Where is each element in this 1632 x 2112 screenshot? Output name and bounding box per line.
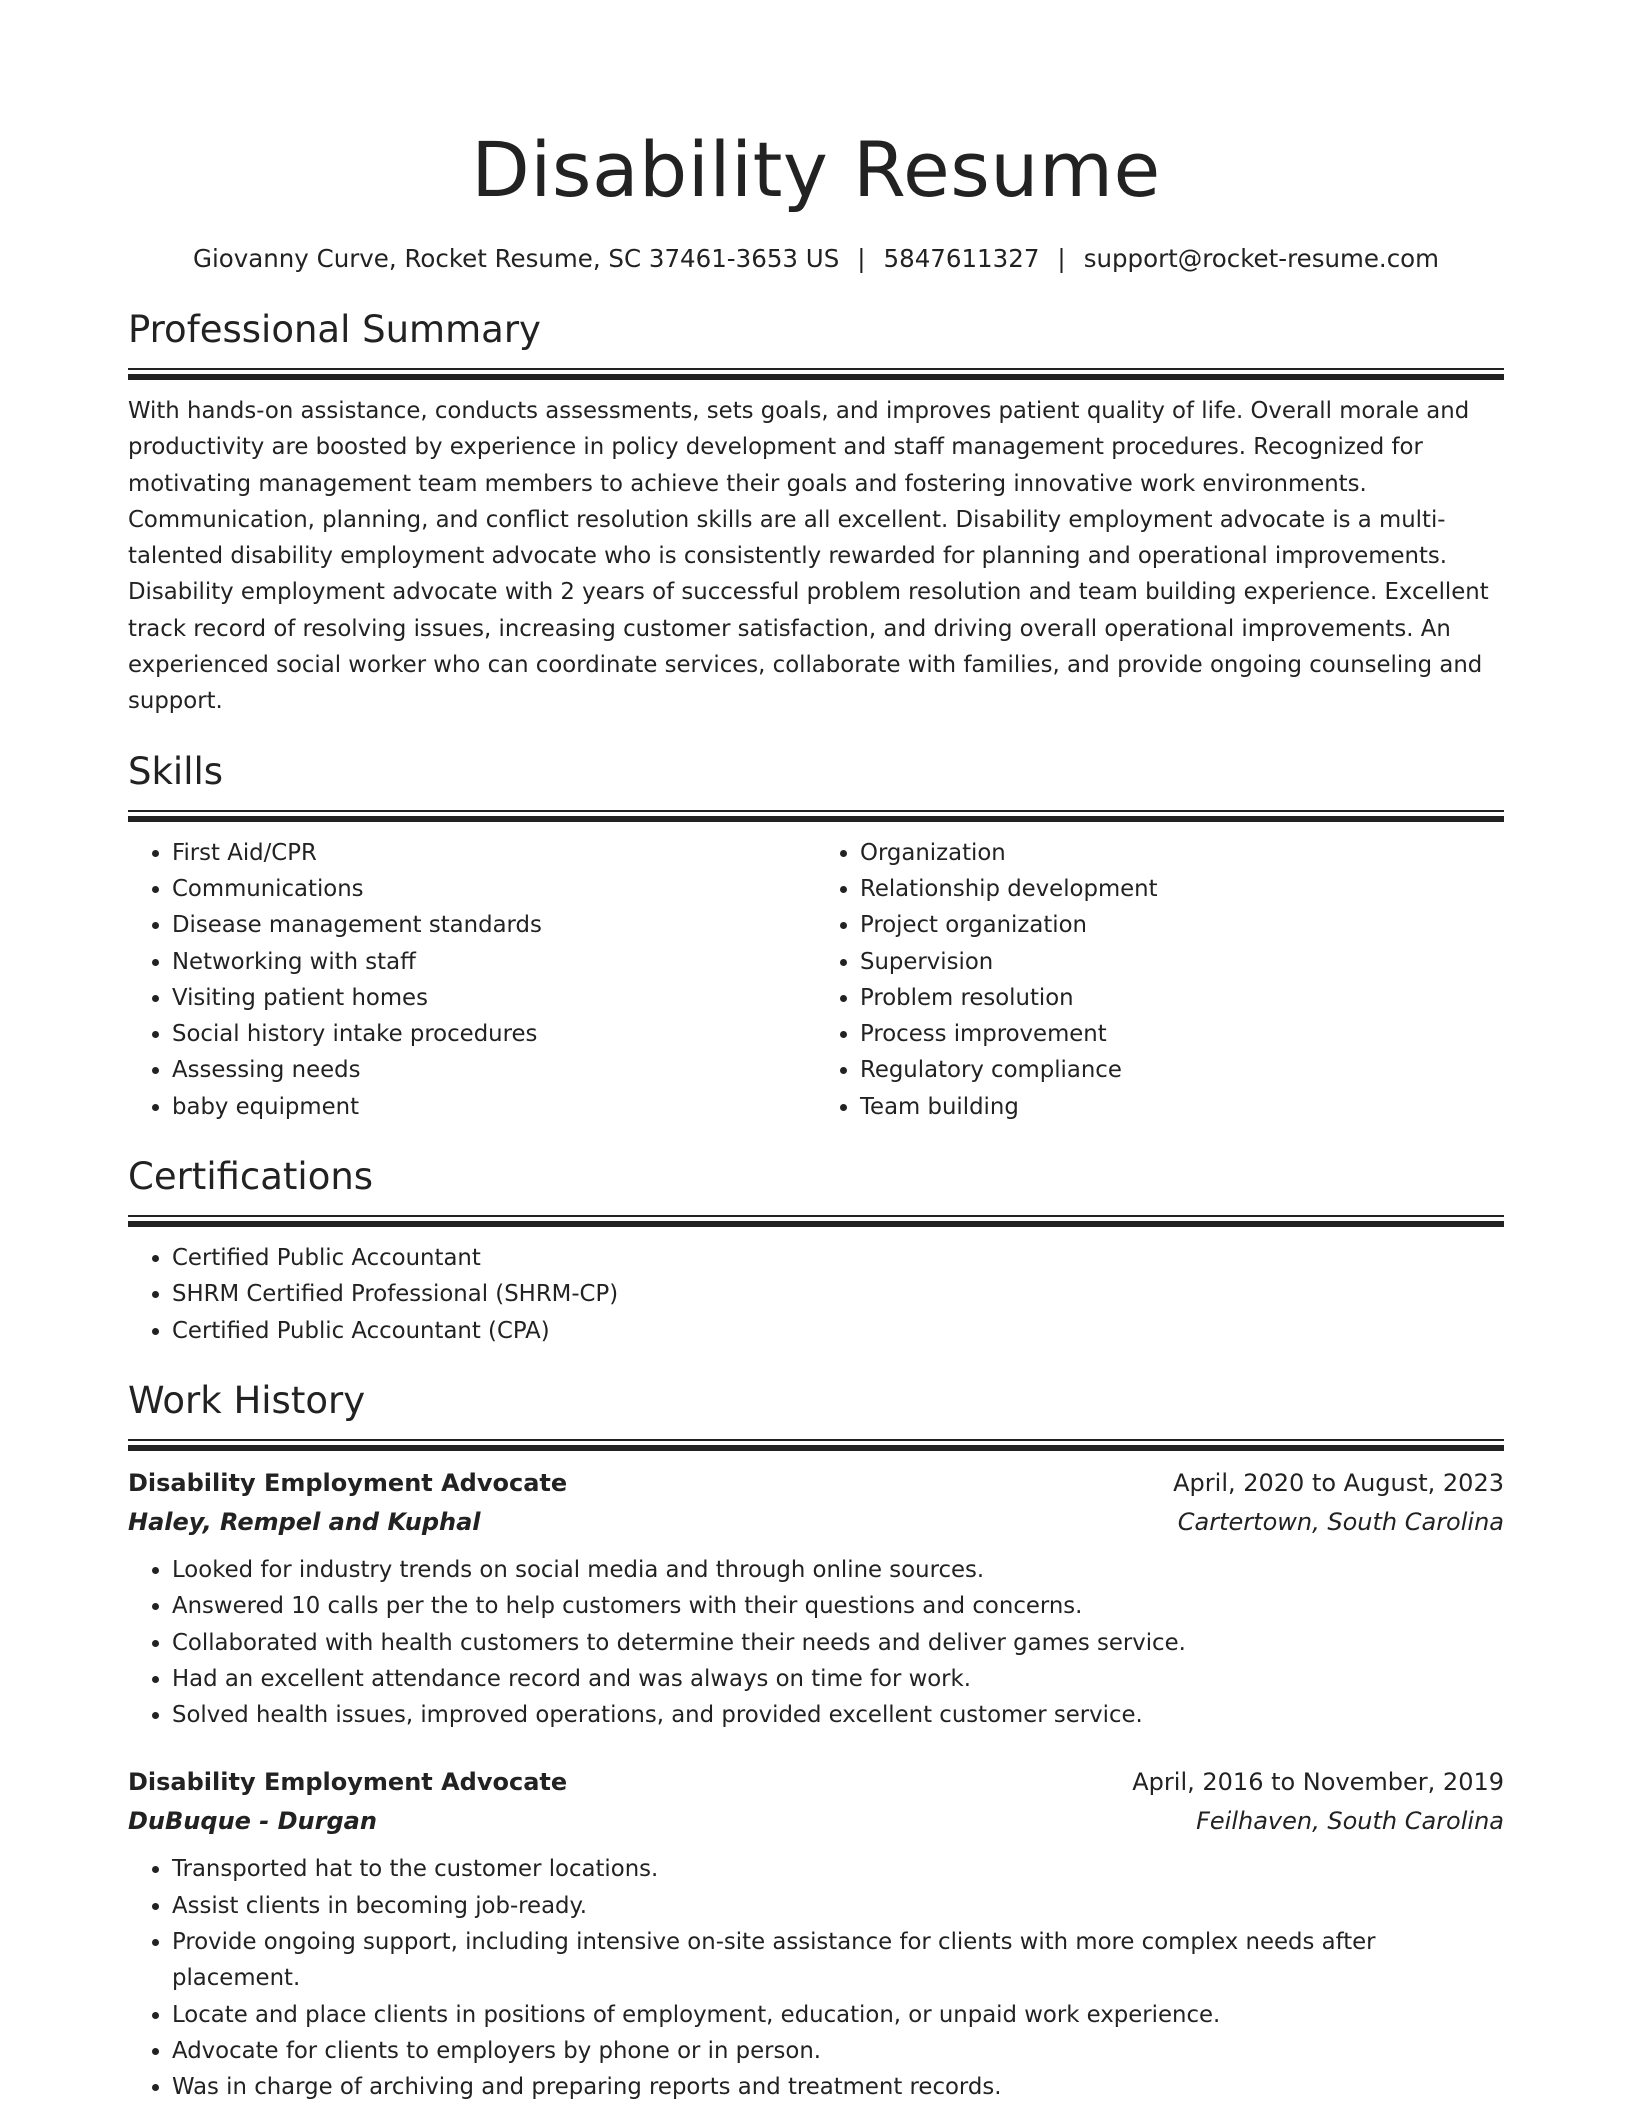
job-bullets [128,1552,1504,1733]
work-history-heading: Work History [128,1378,366,1422]
skills-column-right [816,835,1504,1125]
skill-item: • Project organization [860,907,1504,943]
skill-item: • Process improvement [860,1016,1504,1052]
job-dates: April, 2020 to August, 2023 [1173,1468,1504,1497]
job-company-row [128,1802,1504,1841]
job-bullet: • Collaborated with health customers to determine their needs and deliver games service. [172,1625,1504,1661]
job-bullet: • Advocate for clients to employers by phone or in person. [172,2033,1504,2069]
job-entry [128,1763,1504,2105]
skill-item: • Visiting patient homes [172,980,816,1016]
work-history-section [128,1375,1504,2106]
skill-item: • Networking with staff [172,944,816,980]
skill-item: • Team building [860,1089,1504,1125]
skill-item: • Assessing needs [172,1052,816,1088]
certifications-list [128,1240,1504,1349]
contact-separator: | [1057,244,1066,273]
contact-phone: 5847611327 [883,244,1040,273]
summary-section [128,304,1504,720]
skills-column-left [128,835,816,1125]
skill-item: • Organization [860,835,1504,871]
section-divider [128,368,1504,380]
skill-item: • Supervision [860,944,1504,980]
certification-item: • Certified Public Accountant [172,1240,1504,1276]
skill-item: • Communications [172,871,816,907]
job-location: Cartertown, South Carolina [1177,1507,1504,1536]
skill-item: • Problem resolution [860,980,1504,1016]
job-bullet: • Transported hat to the customer locations. [172,1851,1504,1887]
job-title: Disability Employment Advocate [128,1768,568,1797]
summary-text: With hands-on assistance, conducts assessments, sets goals, and improves patient quality of life. Overall morale and productivity are boosted by experience in policy development and staff management procedures. Recognized for motivating management team members to achieve their goals and fostering innovative work environments. Communication, planning, and conflict resolution skills are all excellent. Disability employment advocate is a multi-talented disability employment advocate who is consistently rewarded for planning and operational improvements. Disability employment advocate with 2 years of successful problem resolution and team building experience. Excellent track record of resolving issues, increasing customer satisfaction, and driving overall operational improvements. An experienced social worker who can coordinate services, collaborate with families, and provide ongoing counseling and support. [128,398,1489,715]
job-bullet: • Was in charge of archiving and preparing reports and treatment records. [172,2069,1504,2105]
certifications-heading: Certifications [128,1155,374,1199]
contact-email: support@rocket-resume.com [1083,244,1440,273]
job-bullet: • Provide ongoing support, including intensive on-site assistance for clients with more complex needs after placement. [172,1924,1504,1997]
contact-address: Giovanny Curve, Rocket Resume, SC 37461-3653 US [192,244,840,273]
skill-item: • Disease management standards [172,907,816,943]
job-bullets [128,1851,1504,2105]
section-divider [128,1215,1504,1227]
resume-title: Disability Resume [471,125,1161,214]
skills-heading: Skills [128,749,224,793]
job-bullet: • Looked for industry trends on social media and through online sources. [172,1552,1504,1588]
certification-item: • SHRM Certified Professional (SHRM-CP) [172,1276,1504,1312]
job-bullet: • Answered 10 calls per the to help customers with their questions and concerns. [172,1588,1504,1624]
skills-list-left [128,835,816,1125]
contact-line [128,242,1504,276]
skill-item: • Relationship development [860,871,1504,907]
certifications-section [128,1151,1504,1349]
skill-item: • baby equipment [172,1089,816,1125]
job-company-row [128,1503,1504,1542]
skill-item: • Social history intake procedures [172,1016,816,1052]
skill-item: • Regulatory compliance [860,1052,1504,1088]
job-bullet: • Locate and place clients in positions of employment, education, or unpaid work experience. [172,1997,1504,2033]
job-company: Haley, Rempel and Kuphal [128,1507,481,1536]
section-divider [128,1439,1504,1451]
skill-item: • First Aid/CPR [172,835,816,871]
job-title: Disability Employment Advocate [128,1468,568,1497]
skills-list-right [816,835,1504,1125]
job-bullet: • Had an excellent attendance record and was always on time for work. [172,1661,1504,1697]
job-header-row [128,1464,1504,1503]
job-location: Feilhaven, South Carolina [1196,1807,1504,1836]
contact-separator: | [857,244,866,273]
job-bullet: • Assist clients in becoming job-ready. [172,1888,1504,1924]
skills-columns [128,835,1504,1125]
job-dates: April, 2016 to November, 2019 [1132,1768,1504,1797]
certification-item: • Certified Public Accountant (CPA) [172,1313,1504,1349]
job-entry [128,1464,1504,1733]
section-divider [128,810,1504,822]
summary-heading: Professional Summary [128,308,541,351]
job-bullet: • Solved health issues, improved operations, and provided excellent customer service. [172,1697,1504,1733]
job-company: DuBuque - Durgan [128,1807,377,1836]
job-header-row [128,1763,1504,1802]
skills-section [128,746,1504,1125]
